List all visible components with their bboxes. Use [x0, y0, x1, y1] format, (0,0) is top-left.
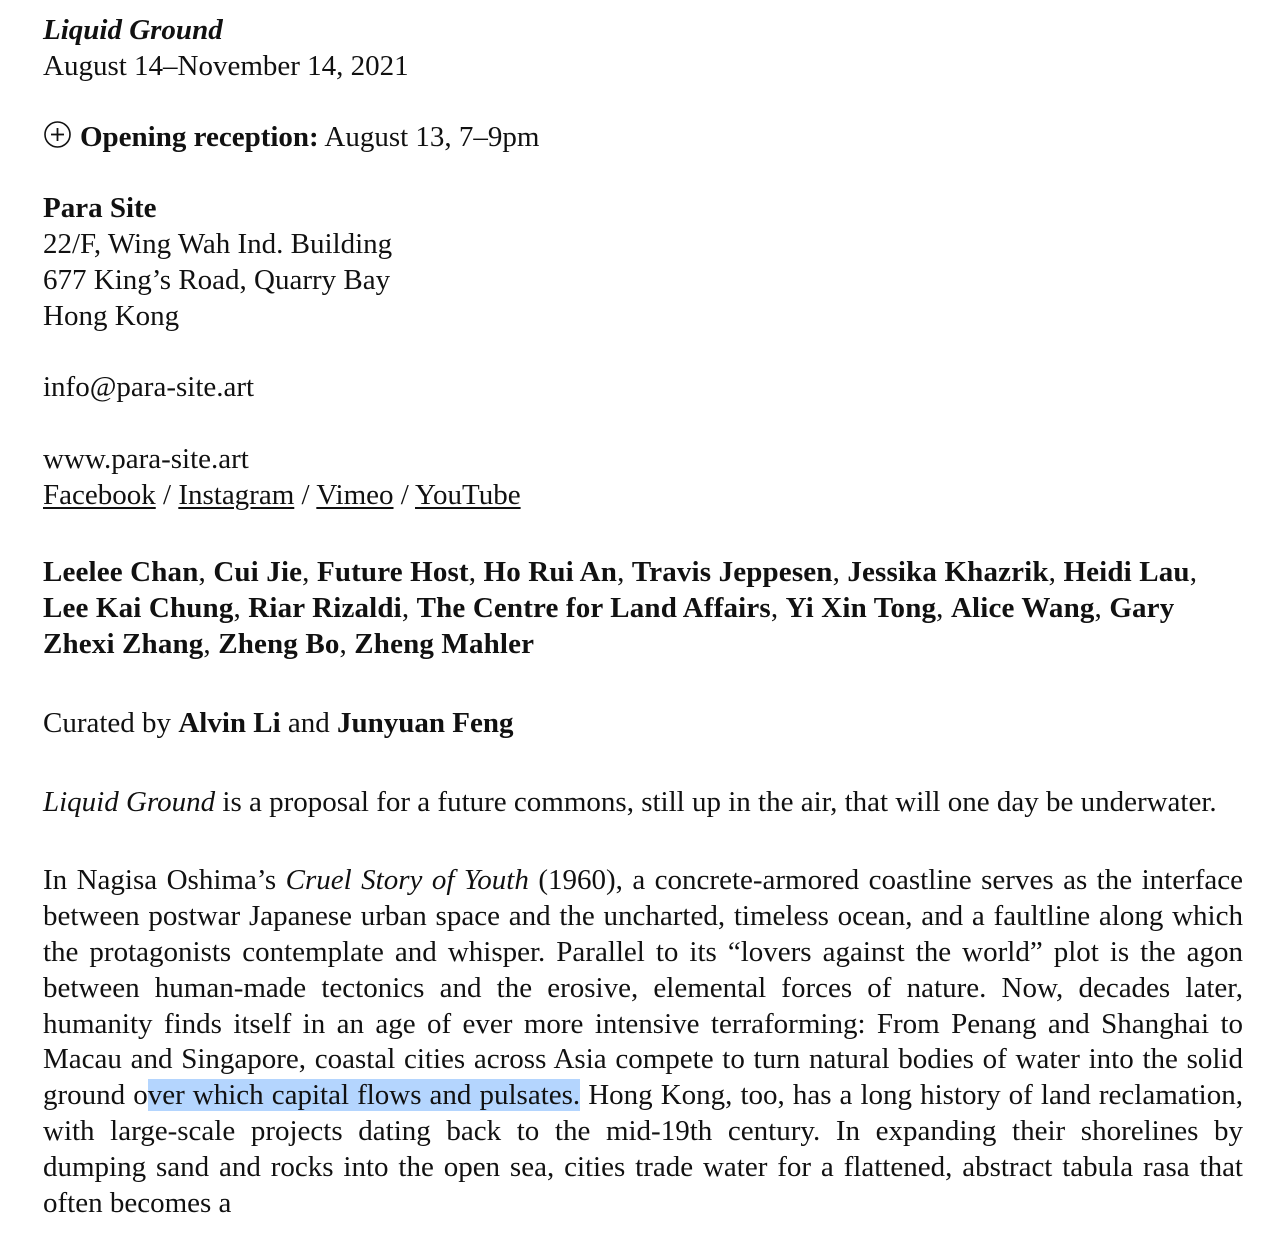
intro-paragraph: Liquid Ground is a proposal for a future commons, still up in the air, that will one day be underwater. [43, 785, 1217, 818]
selected-text[interactable]: ver which capital flows and pulsates. [147, 1079, 581, 1112]
exhibition-title: Liquid Ground [43, 14, 223, 46]
plus-circle-icon[interactable] [43, 120, 72, 149]
intro-title: Liquid Ground [43, 785, 216, 818]
social-separator: / [393, 478, 415, 511]
venue-email[interactable]: info@para-site.art [43, 371, 255, 404]
vimeo-link[interactable]: Vimeo [316, 478, 394, 511]
curators: Curated by Alvin Li and Junyuan Feng [43, 706, 514, 739]
curator-name: Junyuan Feng [337, 706, 514, 739]
film-title: Cruel Story of Youth [285, 864, 529, 897]
social-links [43, 478, 1243, 514]
reception-value: August 13, 7–9pm [324, 121, 540, 154]
facebook-link[interactable]: Facebook [43, 478, 156, 511]
body-paragraph: In Nagisa Oshima’s Cruel Story of Youth (1960), a concrete-armored coastline serves as the interface between postwar Japanese urban space and the uncharted, timeless ocean, and a faultline along which the protagonists contemplate and whisper. Parallel to its “lovers against the world” plot is the agon between human-made tectonics and the erosive, elemental forces of nature. Now, decades later, humanity finds itself in an age of ever more intensive terraforming: From Penang and Shanghai to Macau and Singapore, coastal cities across Asia compete to turn natural bodies of water into the solid ground over which capital flows and pulsates. Hong Kong, too, has a long history of land reclamation, with large-scale projects dating back to the mid-19th century. In expanding their shorelines by dumping sand and rocks into the open sea, cities trade water for a flattened, abstract tabula rasa that often becomes a [43, 864, 1243, 1219]
exhibition-dates: August 14–November 14, 2021 [43, 49, 409, 82]
reception-label: Opening reception: [80, 121, 319, 154]
venue-address-line-3: Hong Kong [43, 299, 180, 332]
opening-reception [43, 120, 1243, 155]
venue-address-line-1: 22/F, Wing Wah Ind. Building [43, 227, 393, 260]
venue-website[interactable]: www.para-site.art [43, 442, 249, 475]
venue-address-line-2: 677 King’s Road, Quarry Bay [43, 263, 391, 296]
press-release [43, 13, 1243, 1221]
venue-name: Para Site [43, 192, 157, 225]
youtube-link[interactable]: YouTube [415, 478, 521, 511]
social-separator: / [155, 478, 179, 511]
social-separator: / [294, 478, 317, 511]
instagram-link[interactable]: Instagram [178, 478, 295, 511]
curator-name: Alvin Li [178, 706, 281, 739]
artist-list: Leelee Chan, Cui Jie, Future Host, Ho Rui An, Travis Jeppesen, Jessika Khazrik, Heidi Lau, Lee Kai Chung, Riar Rizaldi, The Centre for Land Affairs, Yi Xin Tong, Alice Wang, Gary Zhexi Zhang, Zheng Bo, Zheng Mahler [43, 556, 1198, 660]
